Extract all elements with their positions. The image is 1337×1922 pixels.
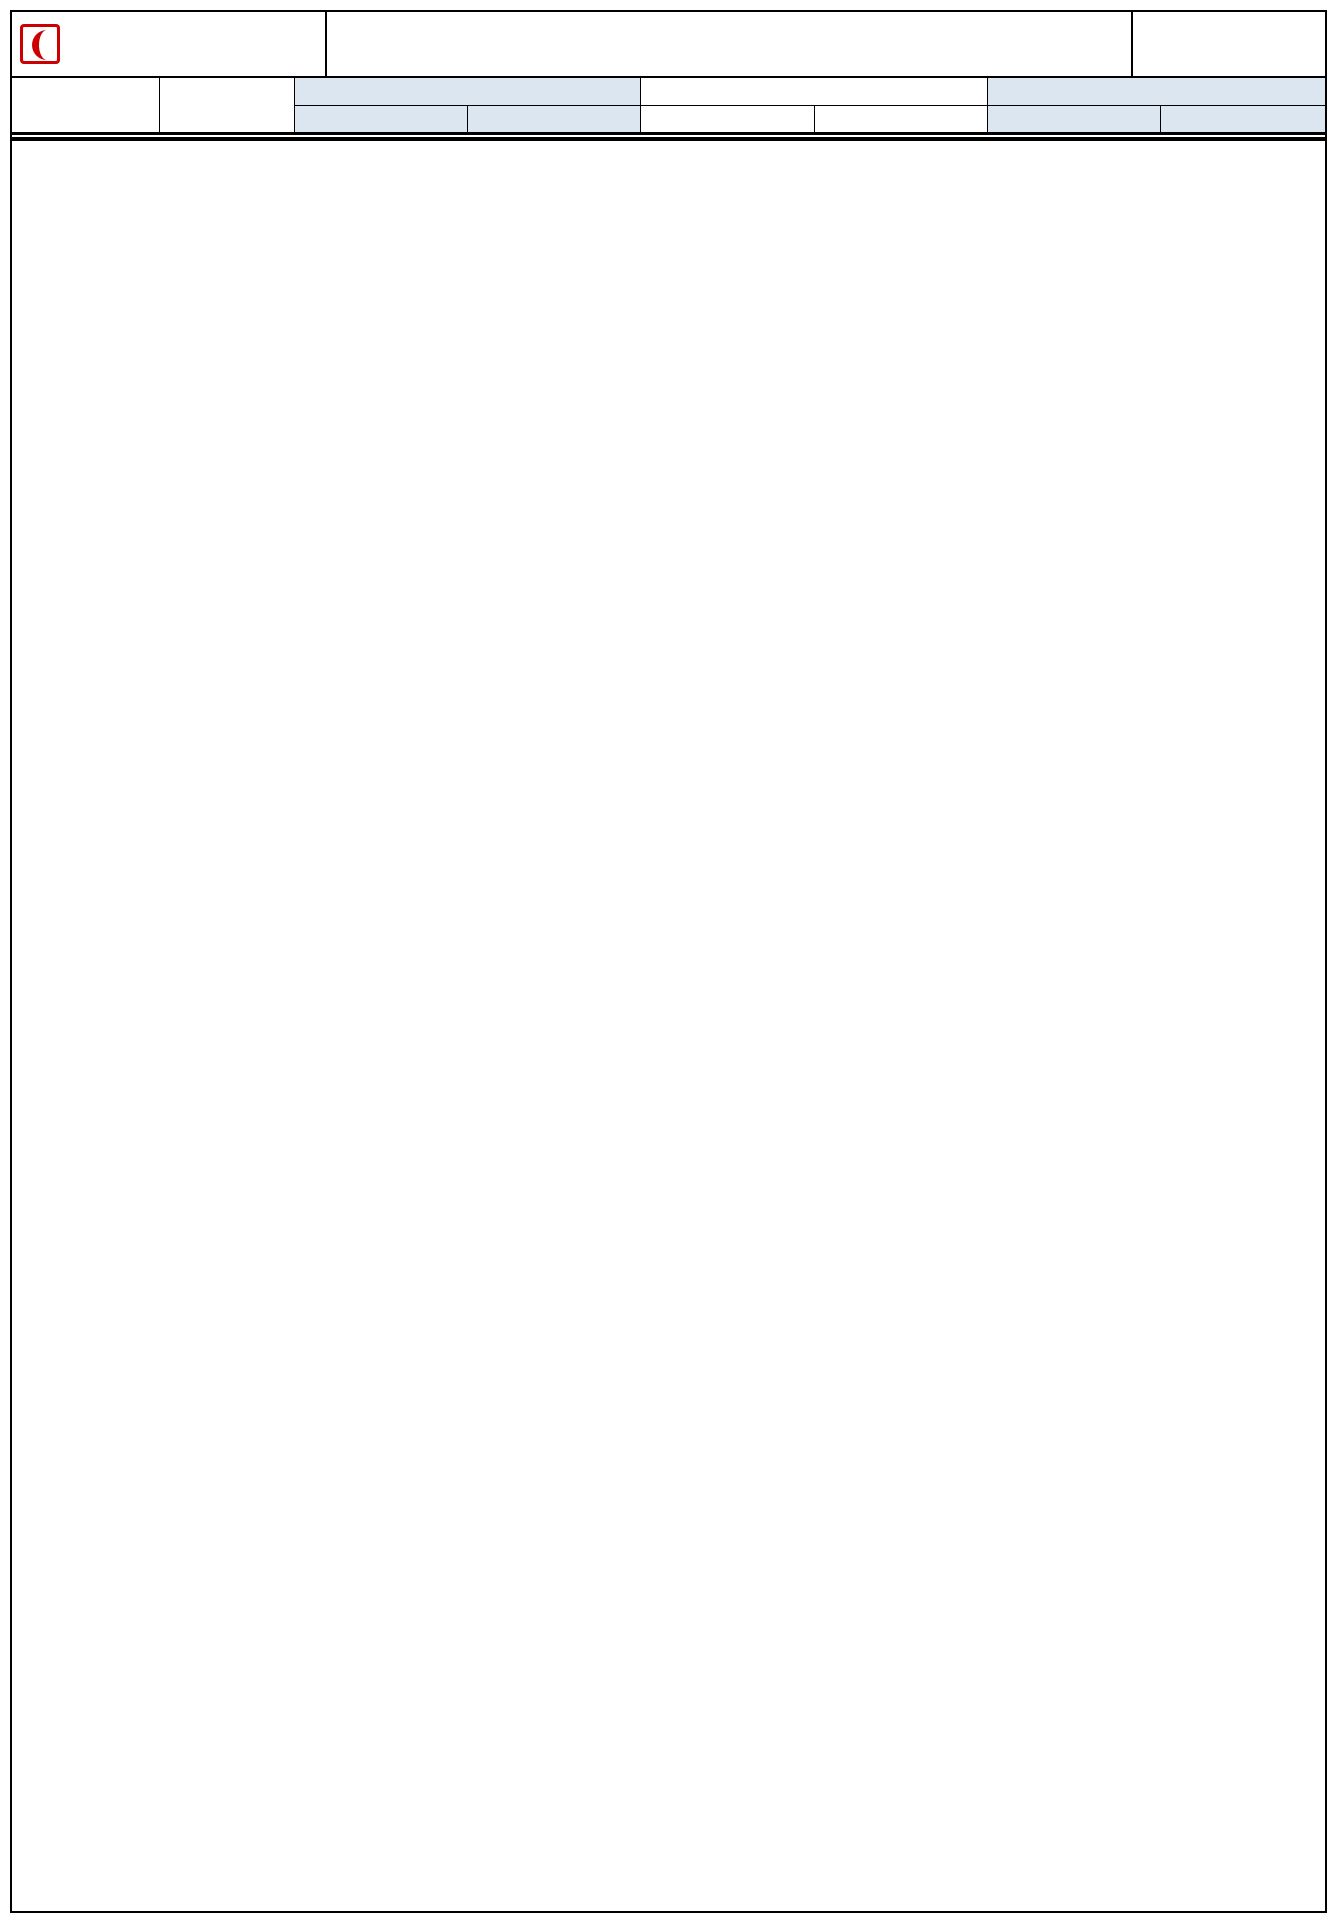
sub-long-change xyxy=(468,105,641,133)
group-short xyxy=(641,78,987,105)
company-logo xyxy=(12,12,327,76)
report-page xyxy=(10,10,1327,1913)
sub-long-position xyxy=(295,105,468,133)
sub-short-change xyxy=(814,105,987,133)
sub-net-change xyxy=(1160,105,1325,133)
group-long xyxy=(295,78,641,105)
header-company xyxy=(12,78,159,133)
position-table xyxy=(12,78,1325,134)
disclaimer-text xyxy=(12,141,1325,153)
report-date xyxy=(1133,12,1325,76)
report-title xyxy=(327,12,1133,76)
sub-net-position xyxy=(987,105,1160,133)
header-product xyxy=(159,78,294,133)
sub-short-position xyxy=(641,105,814,133)
report-header xyxy=(12,12,1325,78)
group-net xyxy=(987,78,1325,105)
logo-mark-icon xyxy=(20,24,60,64)
